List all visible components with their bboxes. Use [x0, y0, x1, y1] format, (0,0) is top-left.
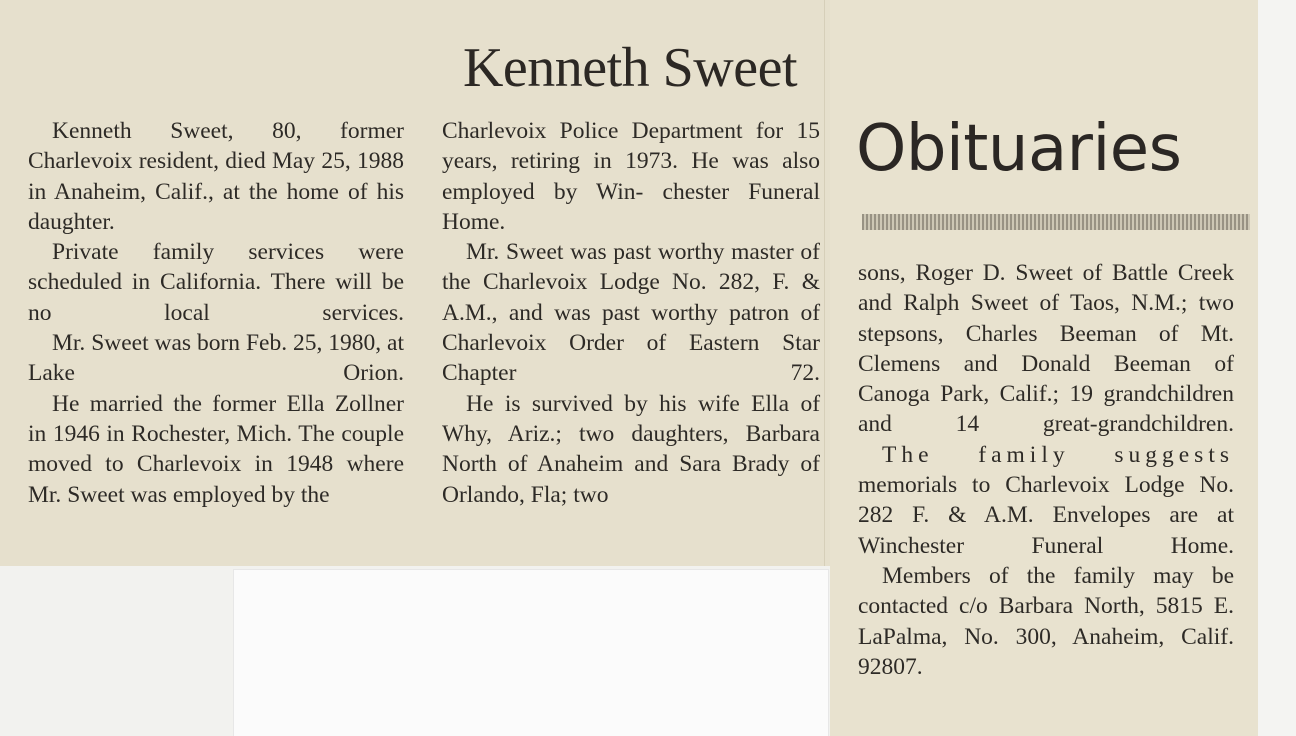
paragraph: He is survived by his wife Ella of Why, Ariz.; two daughters, Barbara North of Anaheim and Sara Brady of Orlando, Fla; two — [442, 390, 821, 508]
paragraph: Charlevoix Police Department for 15 years, retiring in 1973. He was also employed by Win- chester Funeral Home. — [442, 118, 821, 235]
paragraph: sons, Roger D. Sweet of Battle Creek and Ralph Sweet of Taos, N.M.; two stepsons, Charles Beeman of Mt. Clemens and Donald Beeman of Canoga Park, Calif.; 19 grandchildren and 14 great-grandchildren. — [858, 260, 1235, 438]
scan-background — [1258, 0, 1296, 736]
paragraph: Mr. Sweet was past worthy master of the Charlevoix Lodge No. 282, F. & A.M., and was past worthy patron of Charlevoix Order of Eastern Star Chapter 72. — [442, 239, 821, 387]
article-column-1 — [28, 116, 404, 510]
obituary-headline: Kenneth Sweet — [462, 37, 798, 99]
paragraph: Mr. Sweet was born Feb. 25, 1980, at Lake Orion. — [28, 330, 404, 387]
paragraph: Members of the family may be contacted c/o Barbara North, 5815 E. LaPalma, No. 300, Anaheim, Calif. 92807. — [858, 562, 1235, 680]
paragraph: Kenneth Sweet, 80, former Charlevoix resident, died May 25, 1988 in Anaheim, Calif., at the home of his daughter. — [28, 118, 405, 235]
section-rule — [862, 214, 1250, 230]
article-column-2 — [442, 116, 820, 510]
paragraph: Private family services were scheduled in California. There will be no local services. — [28, 239, 404, 326]
article-column-3 — [858, 258, 1234, 682]
blank-paper-overlay — [234, 570, 828, 736]
paragraph: The family suggests memorials to Charlevoix Lodge No. 282 F. & A.M. Envelopes are at Winchester Funeral Home. — [858, 441, 1235, 559]
section-title: Obituaries — [856, 112, 1182, 186]
paragraph: He married the former Ella Zollner in 1946 in Rochester, Mich. The couple moved to Charlevoix in 1948 where Mr. Sweet was employed by the — [28, 390, 405, 508]
